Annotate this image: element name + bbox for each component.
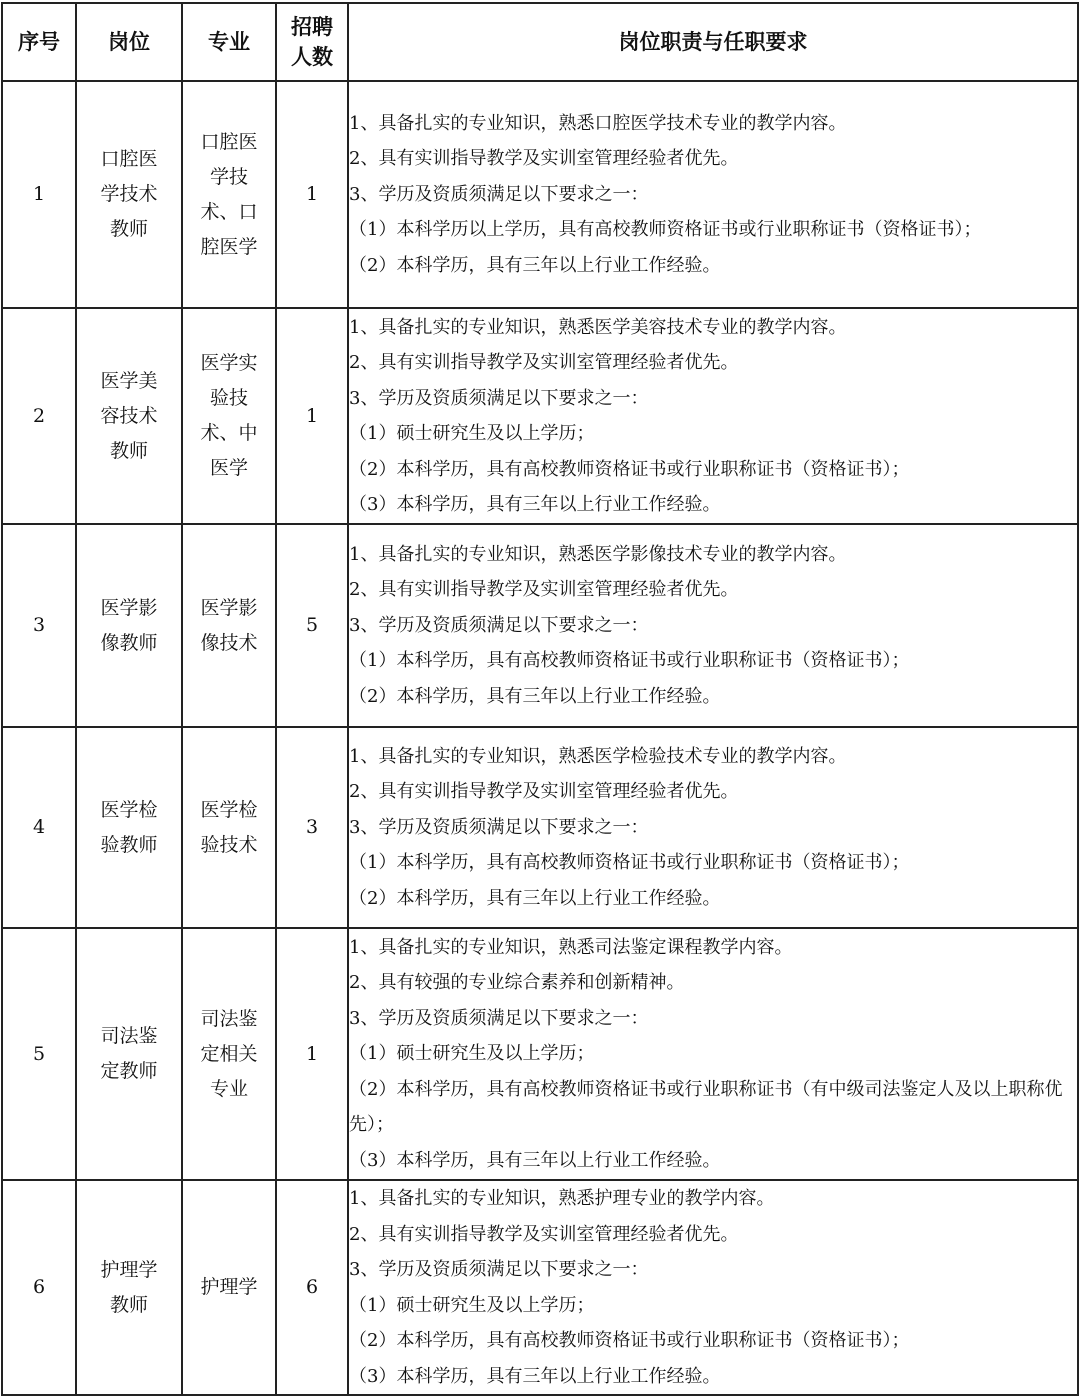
row-position-text: 医学检验教师: [100, 798, 158, 856]
requirement-line: （1）本科学历，具有高校教师资格证书或行业职称证书（资格证书）；: [349, 852, 910, 874]
table-row: [2, 524, 1078, 727]
row-no-text: 1: [32, 183, 46, 205]
requirement-line: （1）本科学历，具有高校教师资格证书或行业职称证书（资格证书）；: [349, 650, 910, 672]
header-no: 序号: [2, 3, 76, 81]
table-row: [2, 928, 1078, 1180]
requirement-line: 3、学历及资质须满足以下要求之一：: [349, 816, 649, 838]
requirement-line: （1）硕士研究生及以上学历；: [349, 1043, 595, 1065]
requirement-line: 2、具有实训指导教学及实训室管理经验者优先。: [349, 148, 739, 170]
row-position: [76, 81, 182, 308]
row-major: [182, 81, 276, 308]
row-major: [182, 1180, 276, 1395]
row-major-text: 护理学: [200, 1276, 258, 1298]
requirement-line: 3、学历及资质须满足以下要求之一：: [349, 387, 649, 409]
requirement-line: （1）本科学历以上学历，具有高校教师资格证书或行业职称证书（资格证书）；: [349, 219, 982, 241]
row-position-text: 司法鉴定教师: [100, 1025, 158, 1082]
requirement-line: （1）硕士研究生及以上学历；: [349, 1294, 595, 1316]
requirement-line: 2、具有实训指导教学及实训室管理经验者优先。: [349, 352, 739, 373]
requirement-line: 1、具备扎实的专业知识，熟悉口腔医学技术专业的教学内容。: [349, 112, 847, 134]
row-count: [276, 524, 348, 727]
requirement-line: （3）本科学历，具有三年以上行业工作经验。: [349, 1149, 721, 1171]
row-requirements: [348, 308, 1078, 524]
row-count: [276, 1180, 348, 1395]
row-no-text: 6: [32, 1276, 46, 1298]
row-count-text: 1: [305, 183, 319, 205]
row-count: [276, 727, 348, 928]
row-count-text: 5: [305, 614, 319, 636]
row-requirements: [348, 81, 1078, 308]
requirement-line: 1、具备扎实的专业知识，熟悉医学影像技术专业的教学内容。: [349, 543, 847, 565]
row-major: [182, 524, 276, 727]
requirement-line: 2、具有较强的专业综合素养和创新精神。: [349, 972, 685, 994]
row-position: [76, 727, 182, 928]
row-no-text: 5: [32, 1042, 46, 1065]
requirement-line: 3、学历及资质须满足以下要求之一：: [349, 1259, 649, 1280]
row-no-text: 3: [32, 614, 46, 636]
requirement-line: 1、具备扎实的专业知识，熟悉医学美容技术专业的教学内容。: [349, 316, 847, 338]
requirement-line: 2、具有实训指导教学及实训室管理经验者优先。: [349, 781, 739, 803]
row-requirements: [348, 1180, 1078, 1395]
row-major-text: 司法鉴定相关专业: [200, 1007, 258, 1100]
row-position: [76, 928, 182, 1180]
table-header-row: [2, 3, 1078, 81]
table-row: [2, 727, 1078, 928]
table-row: [2, 308, 1078, 524]
row-count-text: 6: [305, 1276, 319, 1298]
row-no: [2, 727, 76, 928]
row-no-text: 2: [32, 404, 46, 427]
row-position-text: 医学影像教师: [100, 596, 158, 654]
row-requirements: [348, 727, 1078, 928]
header-count: [276, 3, 348, 81]
row-position-text: 护理学教师: [100, 1258, 158, 1316]
requirement-line: （2）本科学历，具有三年以上行业工作经验。: [349, 685, 721, 707]
requirement-line: （2）本科学历，具有三年以上行业工作经验。: [349, 254, 721, 276]
row-major: [182, 727, 276, 928]
row-major-text: 医学影像技术: [200, 596, 258, 654]
header-major: 专业: [182, 3, 276, 81]
row-count-text: 1: [305, 404, 319, 427]
row-count: [276, 928, 348, 1180]
header-position: 岗位: [76, 3, 182, 81]
row-no: [2, 928, 76, 1180]
row-requirements: [348, 524, 1078, 727]
row-major-text: 医学实验技术、中医学: [200, 352, 258, 479]
requirement-line: 3、学历及资质须满足以下要求之一：: [349, 614, 649, 636]
row-no: [2, 524, 76, 727]
table-row: [2, 81, 1078, 308]
requirement-line: 1、具备扎实的专业知识，熟悉护理专业的教学内容。: [349, 1188, 775, 1209]
requirement-line: （3）本科学历，具有三年以上行业工作经验。: [349, 494, 721, 515]
row-no: [2, 81, 76, 308]
requirement-line: （3）本科学历，具有三年以上行业工作经验。: [349, 1365, 721, 1387]
header-count-line1: 招聘: [291, 14, 333, 39]
requirement-line: 2、具有实训指导教学及实训室管理经验者优先。: [349, 1223, 739, 1245]
row-no-text: 4: [32, 816, 46, 838]
row-major-text: 口腔医学技术、口腔医学: [200, 130, 258, 258]
row-major-text: 医学检验技术: [200, 798, 258, 856]
requirement-line: 2、具有实训指导教学及实训室管理经验者优先。: [349, 579, 739, 601]
requirement-line: 3、学历及资质须满足以下要求之一：: [349, 183, 649, 205]
table-row: [2, 1180, 1078, 1395]
row-count: [276, 308, 348, 524]
row-count-text: 3: [305, 816, 319, 838]
row-major: [182, 308, 276, 524]
row-position: [76, 1180, 182, 1395]
row-count: [276, 81, 348, 308]
requirement-line: 1、具备扎实的专业知识，熟悉医学检验技术专业的教学内容。: [349, 745, 847, 767]
requirement-line: 3、学历及资质须满足以下要求之一：: [349, 1007, 649, 1029]
row-no: [2, 1180, 76, 1395]
requirement-line: （2）本科学历，具有三年以上行业工作经验。: [349, 887, 721, 909]
row-no: [2, 308, 76, 524]
row-count-text: 1: [305, 1042, 319, 1065]
requirement-line: 1、具备扎实的专业知识，熟悉司法鉴定课程教学内容。: [349, 936, 793, 958]
recruitment-table: [1, 2, 1079, 1396]
row-major: [182, 928, 276, 1180]
row-position-text: 口腔医学技术教师: [100, 148, 158, 240]
row-position-text: 医学美容技术教师: [100, 369, 158, 462]
requirement-line: （1）硕士研究生及以上学历；: [349, 423, 595, 444]
row-position: [76, 524, 182, 727]
row-position: [76, 308, 182, 524]
requirement-line: （2）本科学历，具有高校教师资格证书或行业职称证书（资格证书）；: [349, 458, 910, 480]
row-requirements: [348, 928, 1078, 1180]
requirement-line: （2）本科学历，具有高校教师资格证书或行业职称证书（资格证书）；: [349, 1330, 910, 1351]
header-count-line2: 人数: [291, 44, 333, 69]
header-requirements: 岗位职责与任职要求: [348, 3, 1078, 81]
requirement-line: （2）本科学历，具有高校教师资格证书或行业职称证书（有中级司法鉴定人及以上职称优先）；: [349, 1078, 1063, 1136]
